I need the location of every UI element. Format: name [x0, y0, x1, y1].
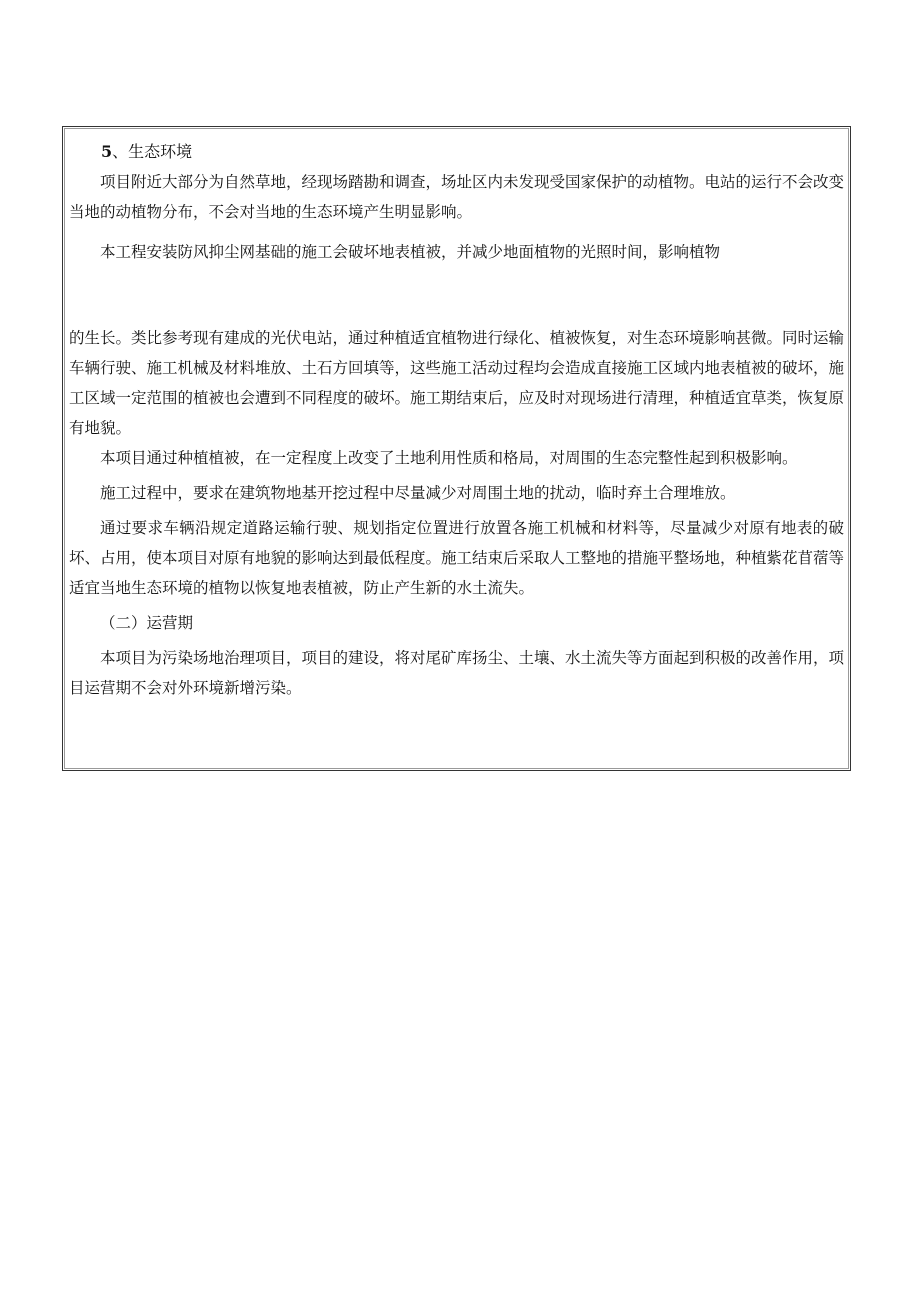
paragraph-5: 通过要求车辆沿规定道路运输行驶、规划指定位置进行放置各施工机械和材料等，尽量减少对原有地表的破坏、占用，使本项目对原有地貌的影响达到最低程度。施工结束后采取人工整地的措施平整场地，种植紫花苜蓿等适宜当地生态环境的植物以恢复地表植被，防止产生新的水土流失。 [69, 519, 845, 597]
subsection-body: 本项目为污染场地治理项目，项目的建设，将对尾矿库扬尘、土壤、水土流失等方面起到积极的改善作用，项目运营期不会对外环境新增污染。 [69, 649, 845, 697]
paragraph-2-continued: 的生长。类比参考现有建成的光伏电站，通过种植适宜植物进行绿化、植被恢复，对生态环境影响甚微。同时运输车辆行驶、施工机械及材料堆放、土石方回填等，这些施工活动过程均会造成直接施工区域内地表植被的破坏，施工区域一定范围的植被也会遭到不同程度的破坏。施工期结束后，应及时对现场进行清理，种植适宜草类，恢复原有地貌。 [69, 329, 845, 437]
paragraph-1: 项目附近大部分为自然草地，经现场踏勘和调查，场址区内未发现受国家保护的动植物。电站的运行不会改变当地的动植物分布，不会对当地的生态环境产生明显影响。 [69, 173, 845, 221]
subsection-title: （二）运营期 [100, 614, 194, 632]
section-title: 生态环境 [128, 142, 193, 161]
section-number: 5 [101, 142, 113, 161]
paragraph-2-start: 本工程安装防风抑尘网基础的施工会破坏地表植被，并减少地面植物的光照时间，影响植物 [100, 243, 721, 261]
section-separator: 、 [112, 142, 129, 161]
paragraph-3: 本项目通过种植植被，在一定程度上改变了土地利用性质和格局，对周围的生态完整性起到积极影响。 [100, 449, 798, 467]
page-gap [69, 267, 844, 323]
section-heading [69, 137, 844, 167]
content-frame [62, 126, 851, 771]
document-body [69, 137, 844, 703]
paragraph-4: 施工过程中，要求在建筑物地基开挖过程中尽量减少对周围土地的扰动，临时弃土合理堆放。 [100, 484, 736, 502]
